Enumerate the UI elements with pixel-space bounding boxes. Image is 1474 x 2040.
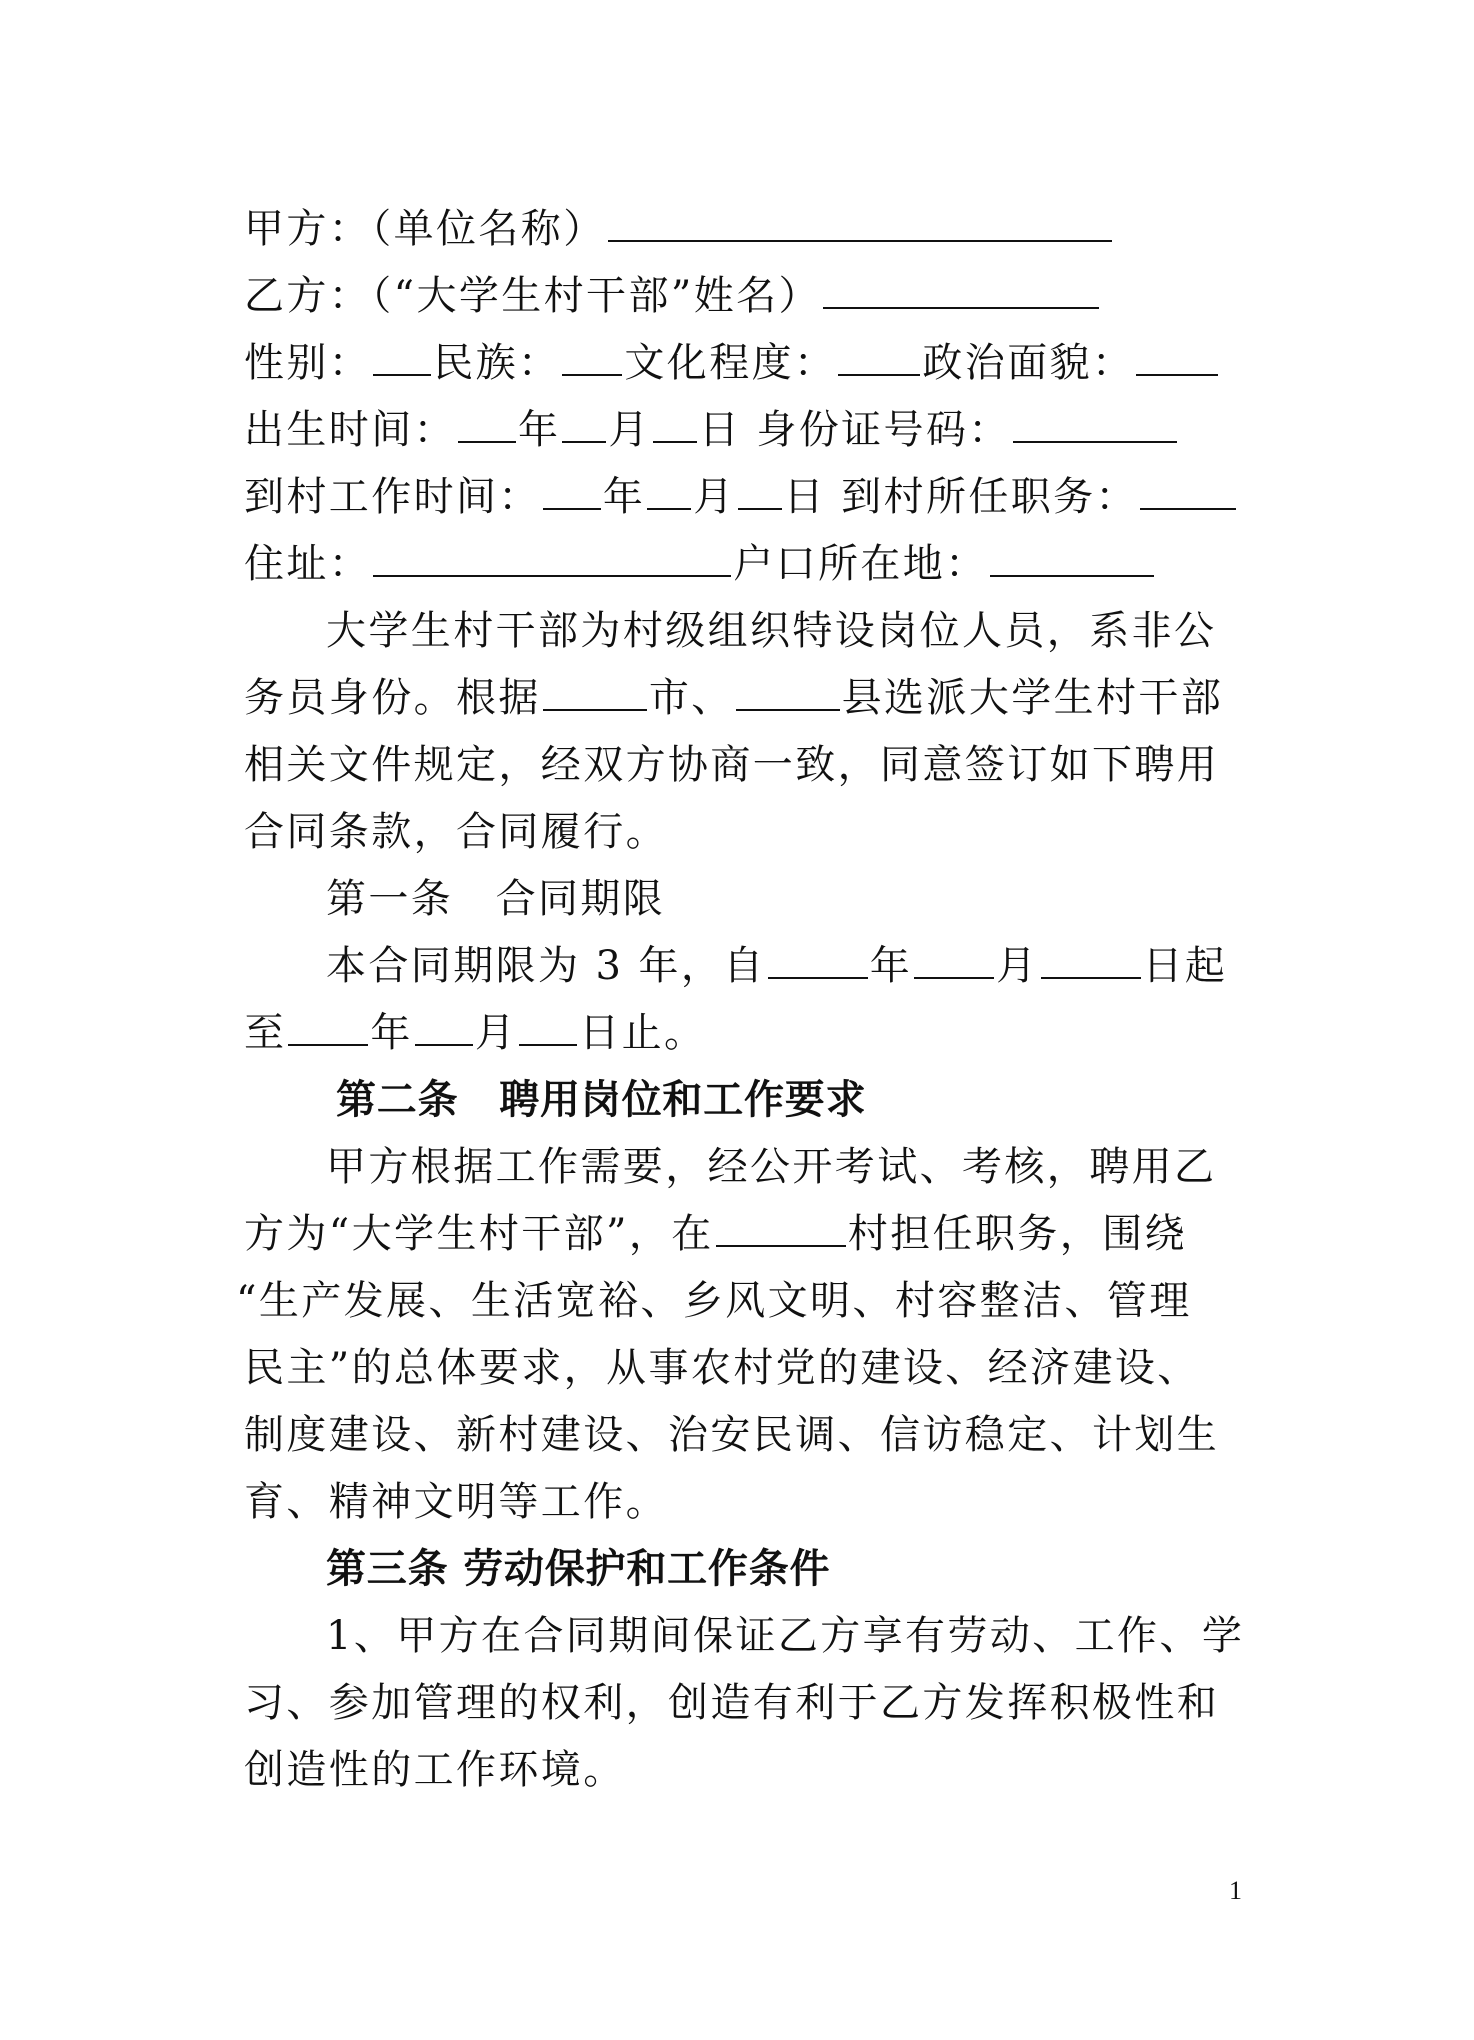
article-text: 1、甲方在合同期间保证乙方享有劳动、工作、学 [326,1613,1245,1659]
intro-text: 县选派大学生村干部 [841,675,1224,721]
birth-day-blank [653,397,697,443]
article-text: 创造性的工作环境。 [244,1747,626,1793]
article-text: 甲方根据工作需要，经公开考试、考核，聘用乙 [326,1144,1217,1190]
article-text: 月 [996,943,1039,989]
article-text: “生产发展、生活宽裕、乡风文明、村容整洁、管理 [236,1278,1192,1324]
hukou-label: 户口所在地： [733,541,988,587]
personal-info-line [244,329,1234,397]
article-3-line-2 [244,1669,1234,1737]
year-label: 年 [518,407,561,453]
position-blank [1140,464,1236,510]
article-text: 村担任职务，围绕 [847,1211,1187,1257]
day-label: 日 [783,474,827,520]
position-label: 到村所任职务： [841,474,1138,520]
article-2-line-6 [244,1468,1234,1536]
article-text: 年 [869,943,913,989]
party-b-label: 乙方：（“大学生村干部”姓名） [244,273,821,319]
intro-line-3 [244,731,1234,799]
party-a-label: 甲方：（单位名称） [244,206,606,252]
birth-label: 出生时间： [244,407,456,453]
article-title-text: 第一条 合同期限 [326,876,666,922]
id-number-label: 身份证号码： [756,407,1011,453]
article-1-title [326,865,1316,933]
intro-line-1 [326,597,1316,665]
article-3-line-1 [326,1602,1316,1670]
party-a-line [244,195,1234,263]
article-text: 日起 [1142,943,1228,989]
article-title-text: 第二条 聘用岗位和工作要求 [336,1077,867,1123]
article-title-text: 第三条 劳动保护和工作条件 [326,1546,831,1592]
article-2-line-5 [244,1401,1234,1469]
term-end-month-blank [415,1000,473,1046]
article-text: 至 [244,1010,287,1056]
article-2-line-3 [236,1267,1226,1335]
work-day-blank [738,464,782,510]
day-label: 日 [698,407,742,453]
term-start-year-blank [768,933,868,979]
gender-label: 性别： [244,340,372,386]
party-b-blank [823,263,1099,309]
article-3-line-3 [244,1736,1234,1804]
ethnicity-label: 民族： [433,340,561,386]
work-month-blank [647,464,691,510]
party-a-blank [608,196,1112,242]
birth-year-blank [458,397,516,443]
village-blank [716,1201,846,1247]
city-blank [543,665,647,711]
intro-text: 务员身份。根据 [244,675,541,721]
intro-line-4 [244,798,1234,866]
intro-text: 相关文件规定，经双方协商一致，同意签订如下聘用 [244,742,1220,788]
article-text: 习、参加管理的权利，创造有利于乙方发挥积极性和 [244,1680,1220,1726]
term-start-month-blank [914,933,994,979]
article-text: 制度建设、新村建设、治安民调、信访稳定、计划生 [244,1412,1220,1458]
article-1-line-2 [244,999,1234,1067]
county-blank [736,665,840,711]
article-text: 民主”的总体要求，从事农村党的建设、经济建设、 [244,1345,1200,1391]
article-text: 方为“大学生村干部”，在 [244,1211,714,1257]
education-label: 文化程度： [624,340,837,386]
term-end-year-blank [288,1000,368,1046]
ethnicity-blank [562,330,622,376]
intro-text: 大学生村干部为村级组织特设岗位人员，系非公 [326,608,1217,654]
month-label: 月 [608,407,651,453]
article-1-line-1 [326,932,1316,1000]
article-3-title [326,1535,1316,1603]
birth-month-blank [562,397,606,443]
politics-label: 政治面貌： [922,340,1135,386]
article-2-title [336,1066,1326,1134]
politics-blank [1136,330,1218,376]
article-2-line-2 [244,1200,1234,1268]
work-start-line [244,463,1234,531]
article-text: 育、精神文明等工作。 [244,1479,668,1525]
term-end-day-blank [519,1000,577,1046]
work-start-label: 到村工作时间： [244,474,541,520]
address-label: 住址： [244,541,372,587]
birth-line [244,396,1234,464]
term-start-day-blank [1041,933,1141,979]
article-2-line-1 [326,1133,1316,1201]
year-label: 年 [602,474,646,520]
address-blank [373,531,731,577]
address-line [244,530,1234,598]
education-blank [838,330,920,376]
article-text: 日止。 [579,1010,707,1056]
hukou-blank [990,531,1154,577]
work-year-blank [543,464,601,510]
party-b-line [244,262,1234,330]
article-text: 年 [370,1010,413,1056]
gender-blank [373,330,431,376]
id-number-blank [1013,397,1177,443]
intro-line-2 [244,664,1234,732]
intro-text: 合同条款，合同履行。 [244,809,668,855]
page-number: 1 [1229,1876,1242,1905]
month-label: 月 [693,474,736,520]
article-text: 本合同期限为 3 年，自 [326,943,766,989]
article-text: 月 [474,1010,518,1056]
intro-text: 市、 [648,675,734,721]
article-2-line-4 [244,1334,1234,1402]
